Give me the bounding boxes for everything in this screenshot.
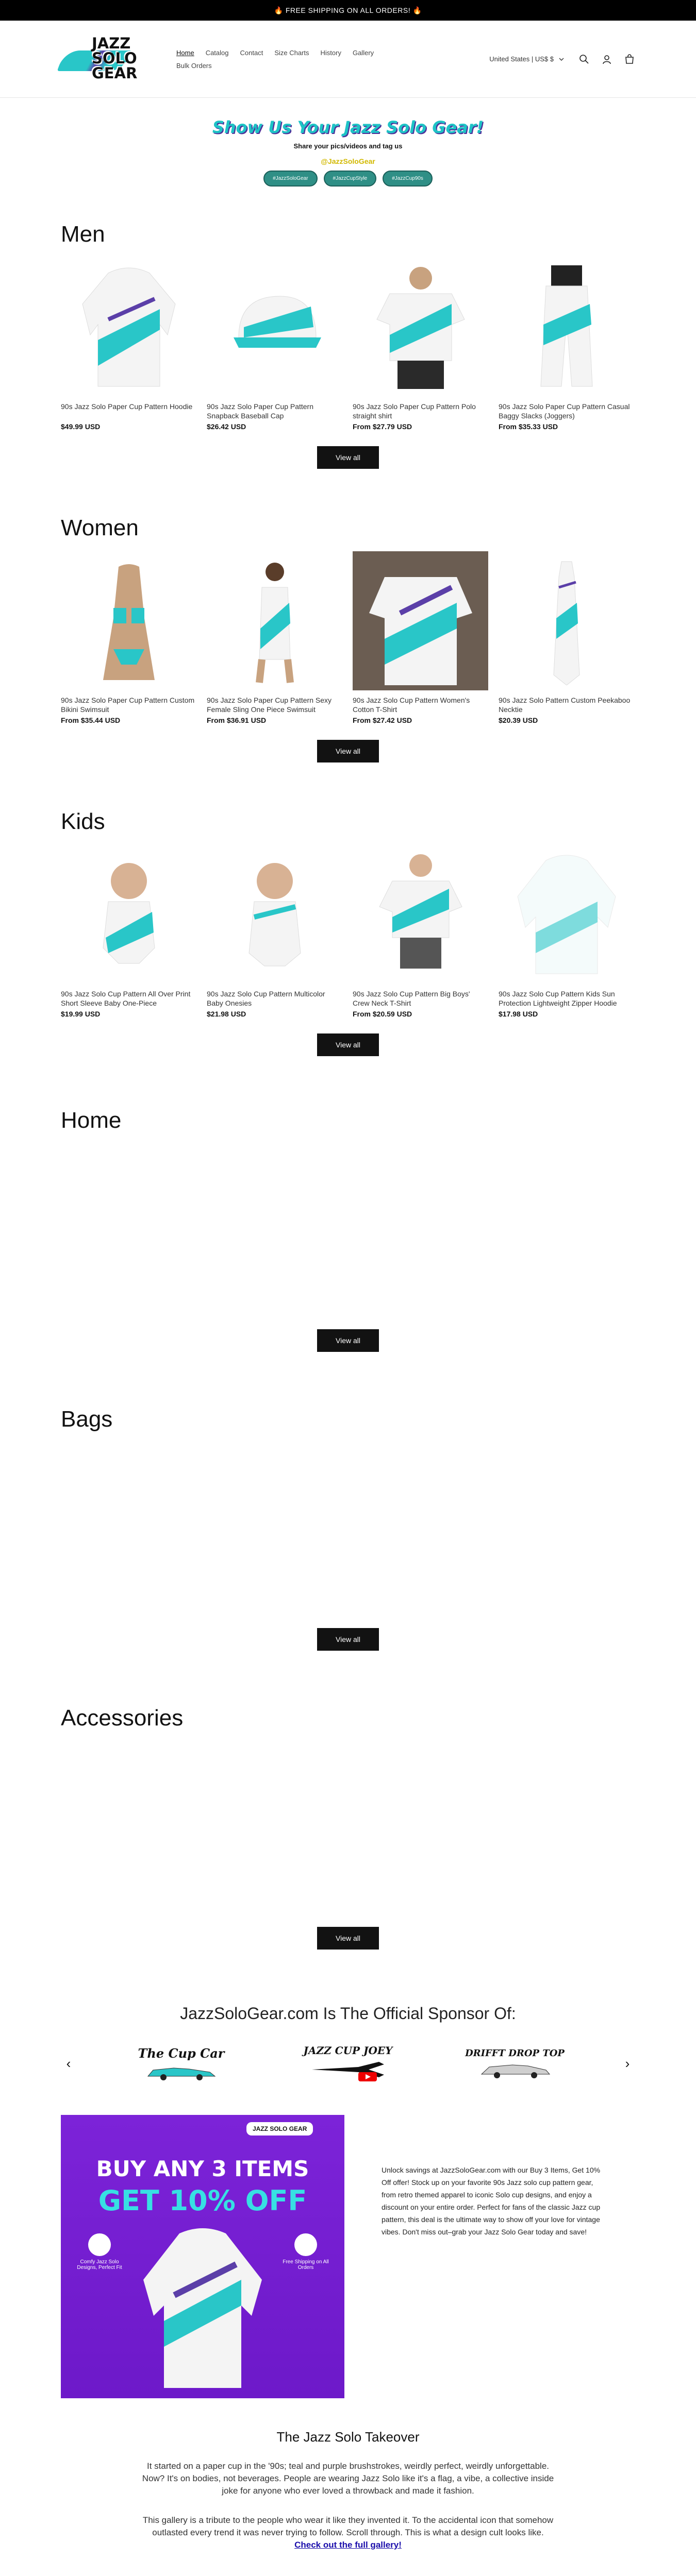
product-card[interactable]: [207, 551, 342, 724]
hashtag-pill[interactable]: #JazzCupStyle: [324, 171, 377, 187]
product-image[interactable]: [353, 258, 488, 397]
hero-title: Show Us Your Jazz Solo Gear!: [212, 117, 484, 137]
product-title[interactable]: 90s Jazz Solo Paper Cup Pattern Hoodie: [61, 402, 193, 411]
collection-women: [61, 515, 635, 762]
product-card[interactable]: [353, 845, 488, 1018]
section-heading: Accessories: [61, 1705, 184, 1731]
product-price: From $20.59 USD: [353, 1010, 412, 1018]
sponsor-logo[interactable]: [286, 2035, 410, 2092]
country-label: United States | US$ $: [489, 55, 554, 63]
section-heading: Men: [61, 222, 105, 247]
product-grid-placeholder: [61, 1731, 635, 1911]
collection-kids: [61, 809, 635, 1056]
nav-size-charts[interactable]: Size Charts: [274, 48, 309, 57]
product-card[interactable]: [61, 258, 196, 431]
promo-logo: JAZZ SOLO GEAR: [246, 2122, 313, 2136]
product-grid: [61, 258, 635, 431]
view-all-button[interactable]: View all: [317, 1927, 379, 1950]
promo-badge-right: Free Shipping on All Orders: [283, 2233, 329, 2270]
car-icon: [476, 2059, 554, 2079]
product-card[interactable]: [61, 551, 196, 724]
view-all-button[interactable]: View all: [317, 446, 379, 469]
logo-wordmark: JAZZ SOLO GEAR: [92, 34, 138, 82]
sponsor-logo[interactable]: [120, 2035, 243, 2092]
product-image[interactable]: [61, 551, 196, 690]
sponsor-name: The Cup Car: [138, 2045, 225, 2061]
product-image[interactable]: [499, 845, 634, 984]
product-title[interactable]: 90s Jazz Solo Cup Pattern Kids Sun Protection Lightweight Zipper Hoodie: [499, 990, 617, 1007]
nav-bulk-orders[interactable]: Bulk Orders: [176, 61, 212, 70]
nav-contact[interactable]: Contact: [240, 48, 263, 57]
hashtag-pills: [0, 171, 696, 187]
product-card[interactable]: [499, 551, 634, 724]
product-image[interactable]: [207, 551, 342, 690]
product-grid-placeholder: [61, 1133, 635, 1314]
product-image[interactable]: [353, 551, 488, 690]
car-icon: [143, 2061, 220, 2081]
nav-gallery[interactable]: Gallery: [352, 48, 374, 57]
sponsor-logo[interactable]: [453, 2035, 577, 2092]
product-grid: [61, 551, 635, 724]
nav-history[interactable]: History: [320, 48, 341, 57]
product-title[interactable]: 90s Jazz Solo Paper Cup Pattern Sexy Female Sling One Piece Swimsuit: [207, 696, 332, 714]
product-price: $20.39 USD: [499, 716, 538, 724]
view-all-button[interactable]: View all: [317, 1329, 379, 1352]
product-card[interactable]: [353, 258, 488, 431]
product-price: $26.42 USD: [207, 422, 246, 431]
chevron-right-icon[interactable]: ›: [625, 2055, 630, 2071]
product-price: $17.98 USD: [499, 1010, 538, 1018]
product-image[interactable]: [499, 258, 634, 397]
product-card[interactable]: [61, 845, 196, 1018]
product-card[interactable]: [353, 551, 488, 724]
site-logo[interactable]: [61, 31, 156, 88]
promo-hoodie-image: [138, 2223, 267, 2393]
product-price: $21.98 USD: [207, 1010, 246, 1018]
sponsor-carousel: [61, 2032, 635, 2094]
product-image[interactable]: [207, 845, 342, 984]
product-image[interactable]: [353, 845, 488, 984]
product-price: From $35.44 USD: [61, 716, 121, 724]
product-price: $49.99 USD: [61, 422, 101, 431]
truck-icon: [294, 2233, 317, 2256]
product-grid: [61, 845, 635, 1018]
collection-accessories: [61, 1705, 635, 1950]
product-title[interactable]: 90s Jazz Solo Cup Pattern Women's Cotton T-Shirt: [353, 696, 470, 714]
product-grid-placeholder: [61, 1432, 635, 1613]
takeover-paragraph: It started on a paper cup in the '90s; teal and purple brushstrokes, weirdly perfect, weirdly unforgettable. Now? It's on bodies, not beverages. People are wearing Jazz Solo like it's a flag, a vibe, a collective inside joke for anyone who ever loved a throwback and made it fashion.: [142, 2461, 554, 2496]
promo-headline-1: BUY ANY 3 ITEMS: [96, 2156, 309, 2181]
sponsor-title: JazzSoloGear.com Is The Official Sponsor Of:: [180, 2004, 516, 2023]
section-heading: Bags: [61, 1406, 113, 1432]
hashtag-pill[interactable]: #JazzSoloGear: [263, 171, 317, 187]
promo-headline-2: GET 10% OFF: [98, 2184, 307, 2217]
product-price: $19.99 USD: [61, 1010, 101, 1018]
product-image[interactable]: [207, 258, 342, 397]
product-price: From $27.79 USD: [353, 422, 412, 431]
product-price: From $36.91 USD: [207, 716, 267, 724]
collection-home: [61, 1108, 635, 1352]
cart-icon[interactable]: [624, 54, 635, 65]
product-image[interactable]: [499, 551, 634, 690]
check-icon: [88, 2233, 111, 2256]
site-header: [0, 21, 696, 98]
hero-handle: @JazzSoloGear: [321, 157, 375, 165]
header-actions: [489, 54, 635, 65]
nav-home[interactable]: Home: [176, 48, 194, 57]
product-card[interactable]: [499, 845, 634, 1018]
airplane-icon: [307, 2057, 389, 2082]
product-price: From $27.42 USD: [353, 716, 412, 724]
main-nav: [176, 49, 413, 70]
announcement-bar: [0, 0, 696, 21]
product-title[interactable]: 90s Jazz Solo Paper Cup Pattern Casual Baggy Slacks (Joggers): [499, 402, 630, 420]
product-image[interactable]: [61, 845, 196, 984]
product-title[interactable]: 90s Jazz Solo Paper Cup Pattern Snapback Baseball Cap: [207, 402, 314, 420]
product-card[interactable]: [207, 258, 342, 431]
hero-subtitle: Share your pics/videos and tag us: [293, 142, 403, 150]
promo-description: Unlock savings at JazzSoloGear.com with our Buy 3 Items, Get 10% Off offer! Stock up on your favorite 90s Jazz solo cup pattern gear, from retro themed apparel to iconic Solo cup designs, and enjoy a discount on your entire order. Perfect for fans of the classic Jazz cup pattern, this deal is the ultimate way to show off your love for vintage vibes. Don't miss out–grab your Jazz Solo Gear today and save!: [382, 2166, 601, 2236]
gallery-link[interactable]: Check out the full gallery!: [294, 2540, 402, 2550]
product-image[interactable]: [61, 258, 196, 397]
takeover-title: The Jazz Solo Takeover: [276, 2429, 420, 2445]
nav-catalog[interactable]: Catalog: [205, 48, 229, 57]
product-title[interactable]: 90s Jazz Solo Cup Pattern Multicolor Baby Onesies: [207, 990, 325, 1007]
search-icon[interactable]: [578, 54, 590, 65]
chevron-left-icon[interactable]: ‹: [66, 2055, 71, 2071]
takeover-paragraph: This gallery is a tribute to the people who wear it like they invented it. To the accidental icon that somehow outlasted every trend it was never trying to follow. Scroll through. This is what a design cult looks like. Check out the full gallery!: [142, 2515, 554, 2550]
promo-badge-left: Comfy Jazz Solo Designs, Perfect Fit: [76, 2233, 123, 2270]
product-title[interactable]: 90s Jazz Solo Cup Pattern Big Boys' Crew Neck T-Shirt: [353, 990, 470, 1007]
hashtag-pill[interactable]: #JazzCup90s: [383, 171, 433, 187]
account-icon[interactable]: [601, 54, 612, 65]
view-all-button[interactable]: View all: [317, 1628, 379, 1651]
product-title[interactable]: 90s Jazz Solo Paper Cup Pattern Polo straight shirt: [353, 402, 476, 420]
section-heading: Women: [61, 515, 139, 540]
product-title[interactable]: 90s Jazz Solo Pattern Custom Peekaboo Necktie: [499, 696, 631, 714]
collection-bags: [61, 1406, 635, 1651]
product-title[interactable]: 90s Jazz Solo Paper Cup Pattern Custom Bikini Swimsuit: [61, 696, 195, 714]
view-all-button[interactable]: View all: [317, 1033, 379, 1056]
product-card[interactable]: [499, 258, 634, 431]
chevron-down-icon: [556, 54, 567, 65]
country-selector[interactable]: [489, 54, 567, 65]
announcement-text: 🔥 FREE SHIPPING ON ALL ORDERS! 🔥: [274, 6, 422, 14]
sponsor-name: DRIFFT DROP TOP: [465, 2047, 565, 2059]
product-title[interactable]: 90s Jazz Solo Cup Pattern All Over Print Short Sleeve Baby One-Piece: [61, 990, 191, 1007]
collection-men: [61, 222, 635, 469]
sponsor-name: JAZZ CUP JOEY: [303, 2044, 393, 2057]
promo-banner[interactable]: [61, 2115, 344, 2398]
product-price: From $35.33 USD: [499, 422, 558, 431]
section-heading: Home: [61, 1108, 122, 1133]
view-all-button[interactable]: View all: [317, 740, 379, 762]
section-heading: Kids: [61, 809, 105, 834]
product-card[interactable]: [207, 845, 342, 1018]
